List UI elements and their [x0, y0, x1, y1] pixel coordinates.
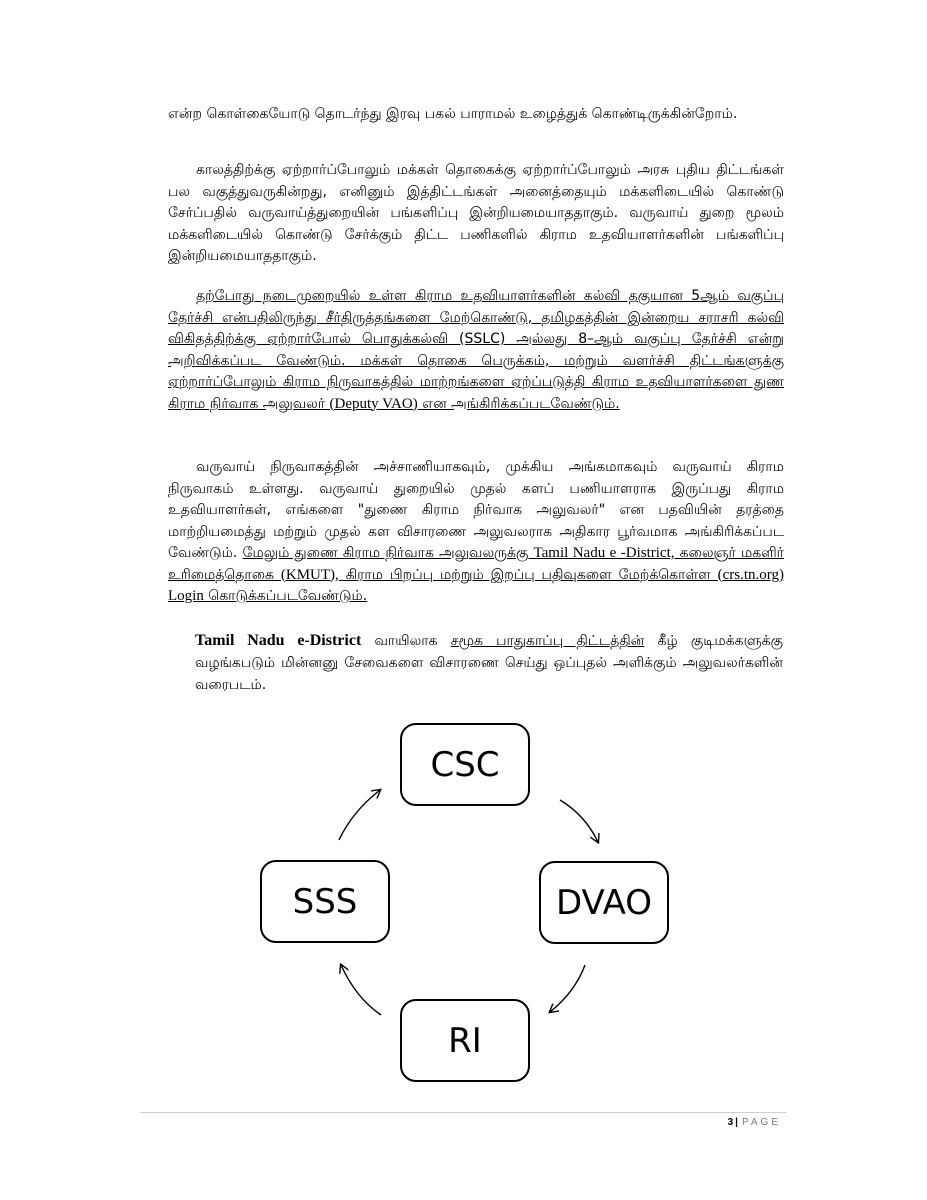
node-csc-label: CSC — [430, 744, 500, 785]
page-label: PAGE — [741, 1117, 781, 1128]
footer-separator: | — [735, 1117, 738, 1128]
paragraph-4-underlined-2: கலைஞர் மகளிர் உரிமைத்தொகை — [168, 545, 784, 583]
node-dvao-label: DVAO — [555, 882, 653, 923]
node-sss — [260, 860, 390, 943]
page-footer — [728, 1117, 781, 1128]
paragraph-2: காலத்திற்க்கு ஏற்றார்ப்போலும் மக்கள் தொகைக்கு ஏற்றார்ப்போலும் அரசு புதிய திட்டங்கள் பல வகுத்துவருகின்றது, எனினும் இத்திட்டங்கள் அனைத்தையும் மக்களிடையில் கொண்டு சேர்ப்பதில் வருவாய்த்துறையின் பங்களிப்பு இன்றியமையாததாகும். வருவாய் துறை மூலம் மக்களிடையில் கொண்டு சேர்க்கும் திட்ட பணிகளில் கிராம உதவியாளர்களின் பங்களிப்பு இன்றியமையாததாகும். — [168, 162, 784, 264]
arrow-csc-to-dvao — [560, 800, 598, 842]
paragraph-3-text: தற்போது நடைமுறையில் உள்ள கிராம உதவியாளர்களின் கல்வி தகுயான 5ஆம் வகுப்பு தேர்ச்சி என்பதிலிருந்து சீர்திருத்தங்களை மேற்கொண்டு, தமிழகத்தின் இன்றைய சராசரி கல்வி விகிதத்திற்க்கு ஏற்றார்போல் பொதுக்கல்வி (SSLC) அல்லது 8–ஆம் வகுப்பு தேர்ச்சி என்று அறிவிக்கப்பட வேண்டும். மக்கள் தொகை பெருக்கம், மற்றும் வளர்ச்சி திட்டங்களுக்கு ஏற்றார்ப்போலும் கிராம நிருவாகத்தில் மாற்றங்களை ஏற்ப்படுத்தி கிராம உதவியாளர்களை துண கிராம நிர்வாக அலுவலர் — [168, 288, 784, 412]
arrow-ri-to-sss — [341, 965, 381, 1015]
arrow-sss-to-csc — [339, 790, 380, 840]
footer-divider — [140, 1112, 786, 1113]
page-number: 3 — [727, 1117, 734, 1128]
caption-bold-latin: Tamil Nadu e-District — [195, 632, 362, 649]
paragraph-4-text: வருவாய் நிருவாகத்தின் அச்சாணியாகவும், முக்கிய அங்கமாகவும் வருவாய் கிராம நிருவாகம் உள்ளது. வருவாய் துறையில் முதல் களப் பணியாளராக இருப்பது கிராம உதவியாளர்கள், எங்களை "துணை கிராம நிர்வாக அலுவலர்" என பதவியின் தரத்தை மாற்றியமைத்து மற்றும் முதல் கள விசாரணை அலுவலராக அதிகார பூர்வமாக அங்கிரிக்கப்பட வேண்டும். — [168, 459, 784, 561]
arrow-dvao-to-ri — [550, 965, 585, 1012]
paragraph-1: என்ற கொள்கையோடு தொடர்ந்து இரவு பகல் பாராமல் உழைத்துக் கொண்டிருக்கின்றோம். — [168, 106, 738, 122]
paragraph-3-latin: (Deputy VAO) — [329, 395, 418, 412]
caption-text-1: வாயிலாக — [361, 633, 451, 649]
paragraph-3-end: என அங்கிரிக்கப்படவேண்டும். — [417, 395, 620, 412]
node-csc — [400, 723, 530, 806]
node-ri-label: RI — [448, 1020, 482, 1061]
paragraph-4-underlined-1: மேலும் துணை கிராம நிர்வாக அலுவலருக்கு — [242, 545, 534, 561]
paragraph-4-underlined-3: கிராம பிறப்பு மற்றும் இறப்பு பதிவுகளை மேற்க்கொள்ள — [338, 566, 718, 583]
node-ri — [400, 999, 530, 1082]
diagram-caption — [195, 630, 783, 696]
paragraph-4-latin-2: (KMUT), — [280, 566, 339, 583]
paragraph-4-underlined-4: கொடுக்கப்படவேண்டும். — [203, 588, 368, 604]
paragraph-3 — [168, 286, 784, 415]
paragraph-4-latin-3: (crs.tn.org) Login — [168, 566, 784, 604]
caption-text-2: கீழ் குடிமக்களுக்கு வழங்கபடும் மின்னனு சேவைகளை விசாரணை செய்து ஒப்புதல் அளிக்கும் அலுவலர்களின் வரைபடம். — [195, 633, 783, 693]
node-sss-label: SSS — [292, 881, 358, 922]
paragraph-4 — [168, 457, 784, 608]
node-dvao — [539, 861, 669, 944]
caption-underlined: சமூக பாதுகாப்பு திட்டத்தின் — [450, 633, 645, 649]
paragraph-4-latin-1: Tamil Nadu e -District, — [533, 545, 675, 561]
